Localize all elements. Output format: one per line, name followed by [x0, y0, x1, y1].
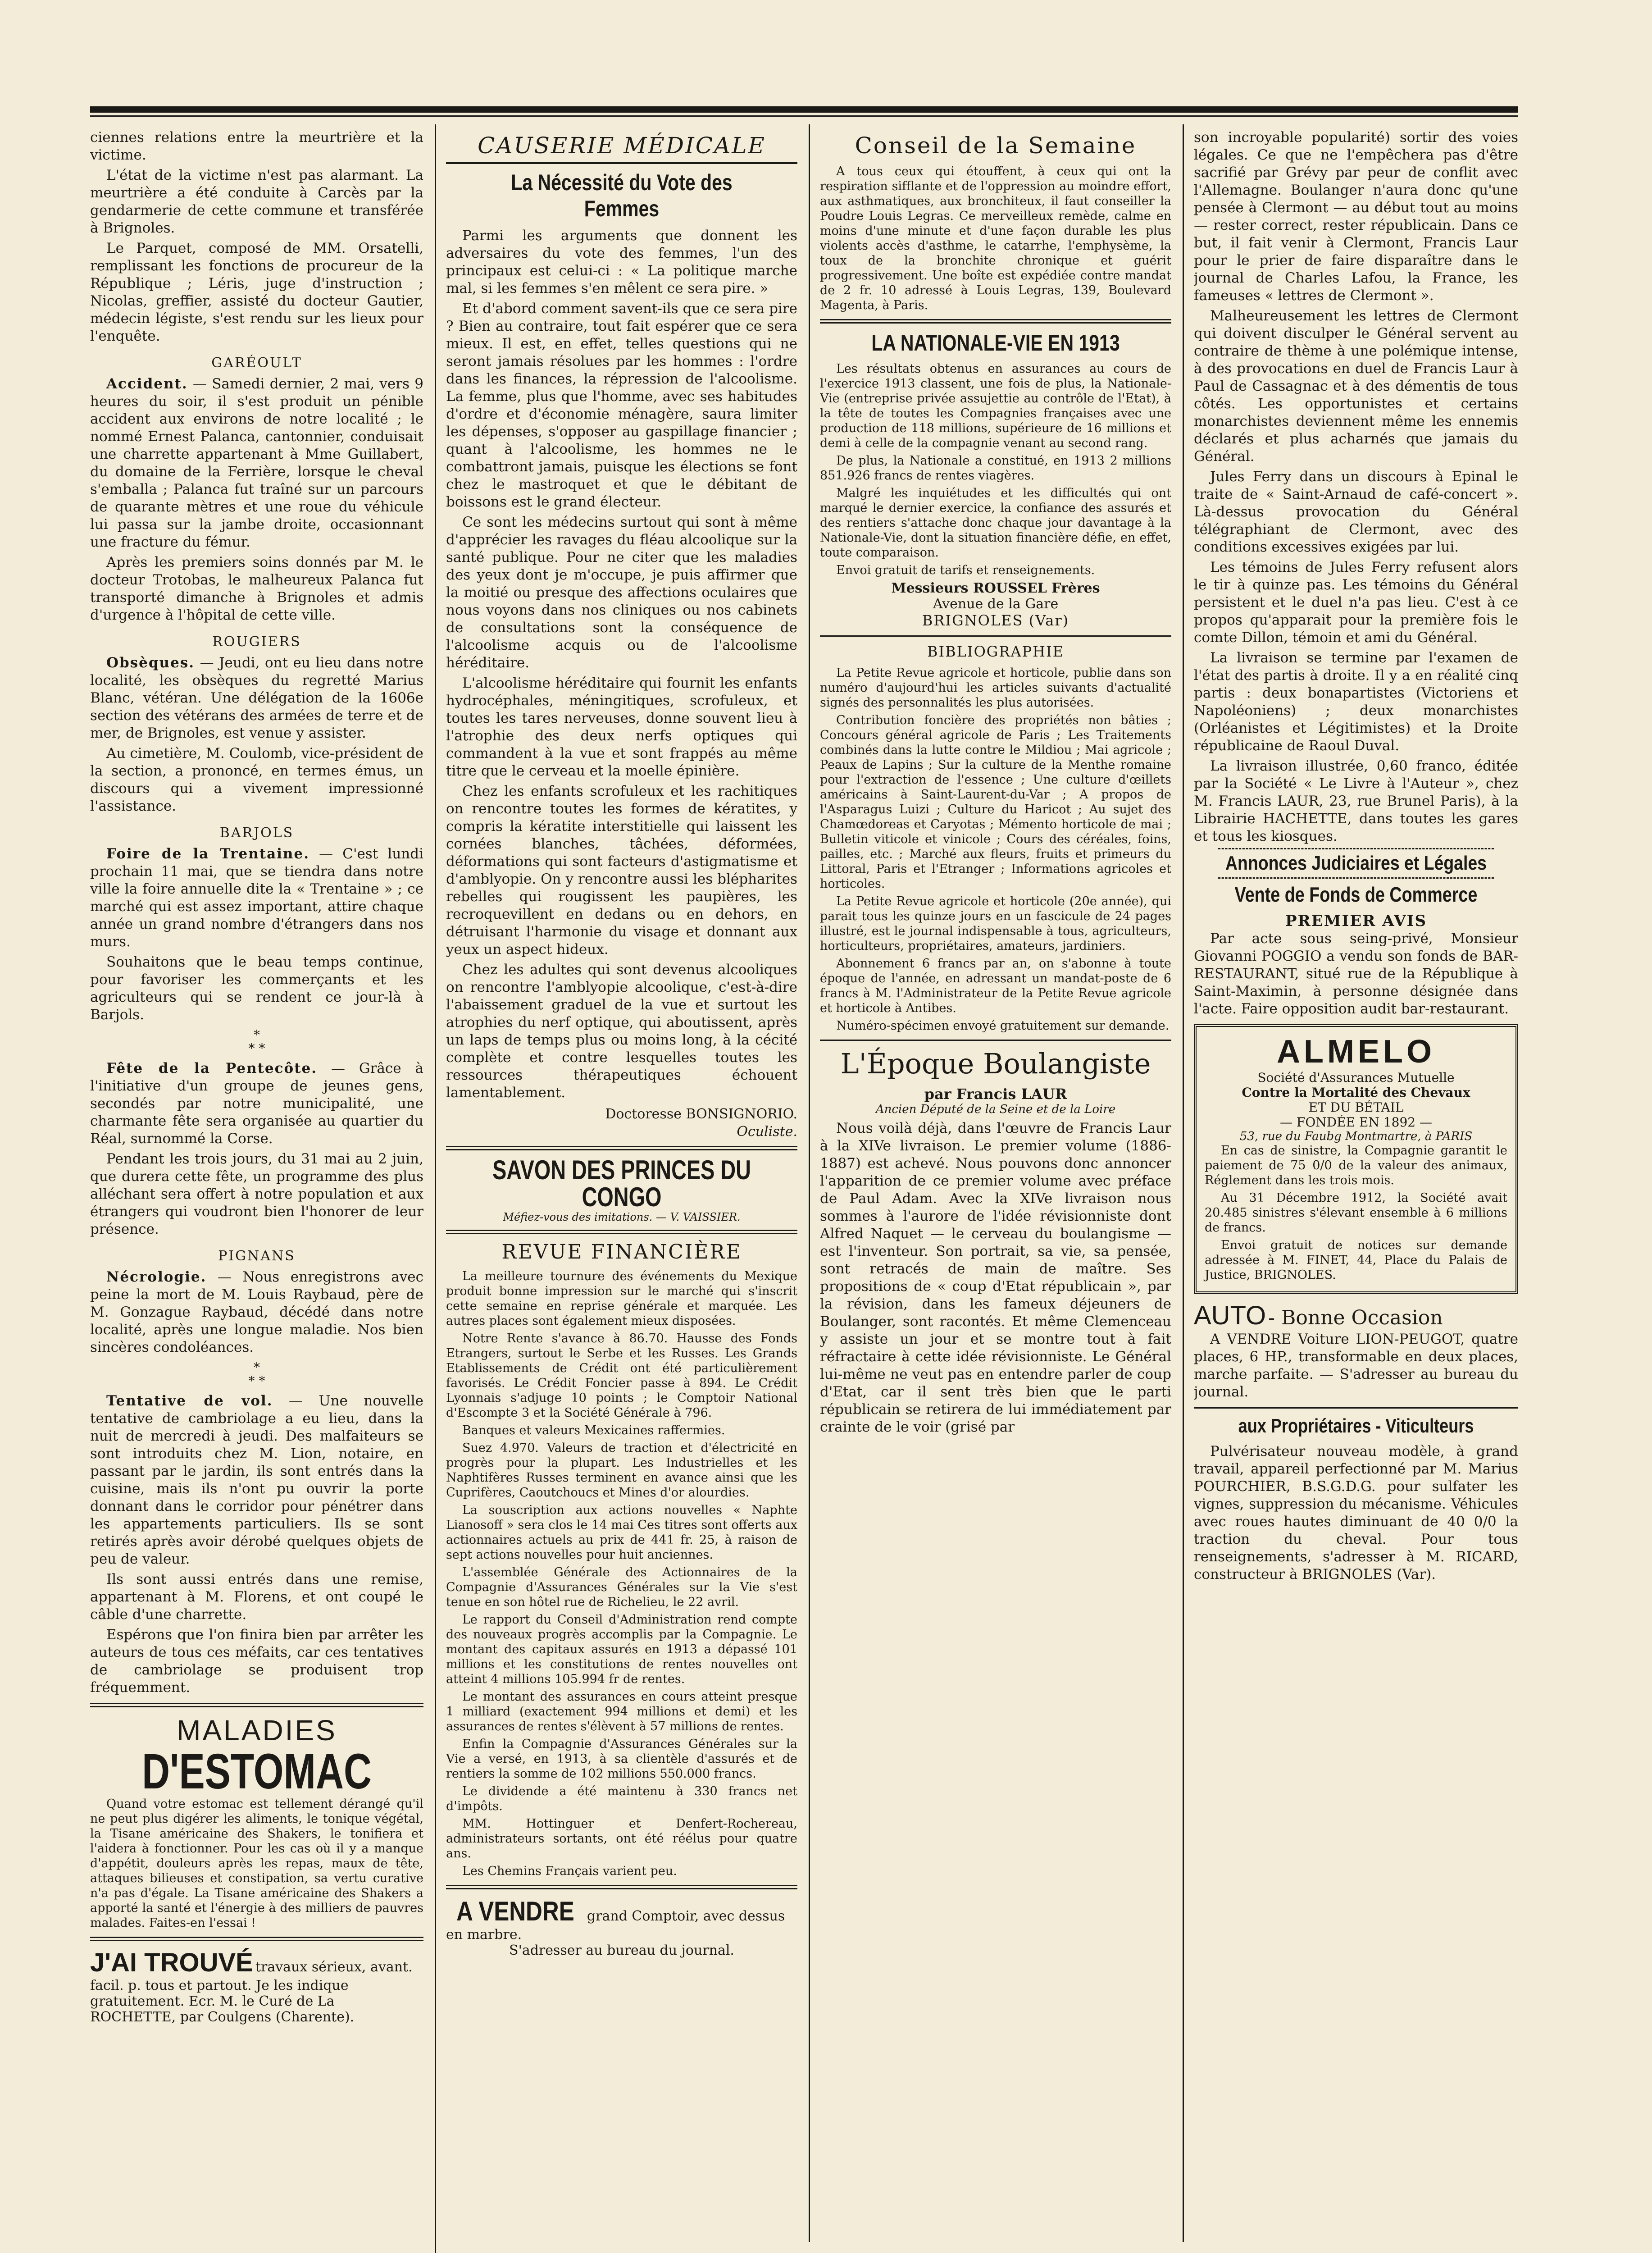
paragraph: La Petite Revue agricole et horticole, publie dans son numéro d'aujourd'hui les articles suivants d'actualité signés des personnalités les plus autorisées.	[820, 666, 1171, 710]
agent-name: Messieurs ROUSSEL Frères	[891, 580, 1100, 596]
news-item	[90, 1392, 423, 1568]
paragraph: Banques et valeurs Mexicaines raffermies.	[462, 1423, 725, 1437]
rubric: Tentative de vol.	[106, 1393, 273, 1409]
section-title: REVUE FINANCIÈRE	[501, 1241, 742, 1263]
ad-almelo	[1194, 1024, 1518, 1294]
paragraph: Suez 4.970. Valeurs de traction et d'électricité en progrès pour la plupart. Les Industrielles et les Naphtifères Russes terminent en avance ainsi que les Cuprifères, Caoutchoucs et Mines d'or alourdies.	[446, 1441, 797, 1500]
rubric: Foire de la Trentaine.	[106, 846, 309, 862]
top-rule-thin	[90, 115, 1518, 117]
article-author: par Francis LAUR	[924, 1085, 1067, 1103]
article-title: La Nécessité du Vote des Femmes	[511, 170, 733, 221]
column-divider	[1183, 124, 1184, 2242]
ad-text: A VENDRE Voiture LION-PEUGOT, quatre places, 6 HP., transformable en deux places, marche parfaite. — S'adresser au bureau du journal.	[1194, 1331, 1518, 1400]
paragraph: Espérons que l'on finira bien par arrêter les auteurs de tous ces méfaits, car ces tentatives de cambriolage se produisent trop fréquemment.	[90, 1627, 423, 1696]
paragraph: Et d'abord comment savent-ils que ce sera pire ? Bien au contraire, tout fait espérer que ce sera mieux. Il est, en effet, telles questions qui ne seront jamais résolues par les hommes : l'ordre dans les finances, la répression de l'alcoolisme. La femme, plus que l'homme, avec ses habitudes d'ordre et d'économie ménagère, saura limiter les dépenses, s'opposer au gaspillage financier ; quant à l'alcoolisme, les hommes ne le combattront jamais, puisque les élections se font chez le mastroquet et que le débitant de boissons est le grand électeur.	[446, 301, 797, 510]
paragraph: ciennes relations entre la meurtrière et la victime.	[90, 129, 423, 163]
paragraph: Enfin la Compagnie d'Assurances Générales sur la Vie a versé, en 1913, à sa clientèle d'assurés et de rentiers la somme de 102 millions 550.000 francs.	[446, 1737, 797, 1781]
ad-auto	[1194, 1300, 1518, 1401]
column-conseil	[820, 129, 1171, 2247]
stars-separator: * * *	[248, 1360, 265, 1388]
paragraph: A tous ceux qui étouffent, à ceux qui ont la respiration sifflante et de l'oppression au moindre effort, aux asthmatiques, aux bronchiteux, il faut conseiller la Poudre Louis Legras. Ce merveilleux remède, calme en moins d'une minute et d'une façon durable les plus violents accès d'asthme, le catarrhe, l'emphysème, la toux de la bronchite chronique et guérit progressivement. Une boîte est expédiée contre mandat de 2 fr. 10 adressé à Louis Legras, 139, Boulevard Magenta, à Paris.	[820, 164, 1171, 312]
ad-title: aux Propriétaires - Viticulteurs	[1238, 1415, 1474, 1437]
paragraph: Souhaitons que le beau temps continue, pour favoriser les commerçants et les agriculteurs qui se rendent ce jour-là à Barjols.	[90, 954, 423, 1023]
news-item	[90, 1060, 423, 1148]
paragraph: Les Chemins Français varient peu.	[462, 1864, 677, 1878]
agent-address: Avenue de la Gare	[933, 596, 1059, 612]
stars-separator: * * *	[248, 1027, 265, 1056]
separator	[90, 1937, 423, 1941]
paragraph: Chez les enfants scrofuleux et les rachitiques on rencontre toutes les formes de kératites, y compris la kératite interstitielle qui laissent les cornées blanches, tâchées, déformées, déformations qui sont facteurs d'astigmatisme et d'amblyopie. On y rencontre aussi les blépharites rebelles qui rougissent les paupières, les recroquevillent en dedans ou en dehors, en détruisant l'harmonie du visage et donnant aux yeux un aspect hideux.	[446, 783, 797, 958]
ad-a-vendre	[446, 1896, 797, 1958]
place-heading: ROUGIERS	[212, 634, 301, 650]
ad-savon-subtitle: Méfiez-vous des imitations. — V. VAISSIER.	[503, 1211, 741, 1223]
section-header: CAUSERIE MÉDICALE	[446, 132, 797, 164]
paragraph: Chez les adultes qui sont devenus alcooliques on rencontre l'amblyopie alcoolique, c'est-à-dire l'abaissement graduel de la vue et surtout les atrophies du nerf optique, qui aboutissent, après un laps de temps plus ou moins long, à la cécité complète et contre lesquelles toutes les ressources thérapeutiques échouent lamentablement.	[446, 962, 797, 1101]
ad-title-large: D'ESTOMAC	[142, 1744, 372, 1799]
paragraph: La livraison illustrée, 0,60 franco, éditée par la Société « Le Livre à l'Auteur », chez M. Francis LAUR, 23, rue Brunel Paris), à la Librairie HACHETTE, dans toutes les gares et tous les kiosques.	[1194, 758, 1518, 844]
paragraph: Malheureusement les lettres de Clermont qui doivent disculper le Général servent au contraire de thème à une polémique intense, à des provocations en duel de Francis Laur à Paul de Cassagnac et à des démentis de tous côtés. Les opportunistes et certains monarchistes deviennent même les ennemis déclarés et plus acharnés que jamais du Général.	[1194, 308, 1518, 465]
news-text: — C'est lundi prochain 11 mai, que se tiendra dans notre ville la foire annuelle dite la « Trentaine » ; ce marché qui est assez important, attire chaque année un grand nombre d'étrangers dans nos murs.	[90, 846, 423, 950]
ad-subtitle: Société d'Assurances Mutuelle	[1257, 1070, 1455, 1085]
paragraph: Malgré les inquiétudes et les difficultés qui ont marqué le dernier exercice, la confiance des assurés et des rentiers s'attache donc chaque jour davantage à la Nationale-Vie, dont la situation financière défie, en effet, toute comparaison.	[820, 486, 1171, 560]
ad-text: Quand votre estomac est tellement dérangé qu'il ne peut plus digérer les aliments, le tonique végétal, la Tisane américaine des Shakers, le tonifiera et l'aidera à fonctionner. Pour les cas où il y a manque d'appétit, douleurs après les repas, maux de tête, attaques bilieuses et constipation, sa vertu curative n'a pas d'égale. La Tisane américaine des Shakers a apporté la santé et l'énergie à des milliers de pauvres malades. Faites-en l'essai !	[90, 1797, 423, 1930]
paragraph: son incroyable popularité) sortir des voies légales. Ce que ne l'empêchera pas d'être sacrifié par Grévy par peur de conflit avec l'Allemagne. Boulanger n'aura donc qu'une pensée à Clermont — au début tout au moins — rester correct, rester républicain. Dans ce but, il fait venir à Clermont, Francis Laur pour le prier de faire disparaître dans le journal de Charles Lafou, la France, les fameuses « lettres de Clermont ».	[1194, 129, 1518, 304]
newspaper-page	[90, 106, 1518, 2253]
news-text: — Samedi dernier, 2 mai, vers 9 heures du soir, il s'est produit un pénible accident aux environs de notre localité ; le nommé Ernest Palanca, cantonnier, conduisait une charrette appartenant à Mme Guillabert, du domaine de la Ferrière, lorsque le cheval s'emballa ; Palanca fut traîné sur un parcours de quarante mètres et une roue du véhicule lui passa sur la jambe droite, occasionnant une fracture du fémur.	[90, 376, 423, 550]
paragraph: La meilleure tournure des événements du Mexique produit bonne impression sur le marché qui s'inscrit cette semaine en reprise générale et marquée. Les autres places sont également mieux disposées.	[446, 1269, 797, 1328]
ad-text: Au 31 Décembre 1912, la Société avait 20.485 sinistres s'élevant ensemble à 6 millions de francs.	[1205, 1191, 1507, 1235]
ad-maladies-estomac	[90, 1714, 423, 1930]
paragraph: MM. Hottinguer et Denfert-Rochereau, administrateurs sortants, ont été réélus pour quatre ans.	[446, 1817, 797, 1861]
article-title: L'Époque Boulangiste	[840, 1047, 1151, 1080]
paragraph: Le Parquet, composé de MM. Orsatelli, remplissant les fonctions de procureur de la République ; Léris, juge d'instruction ; Nicolas, greffier, assisté du docteur Gautier, médecin légiste, s'est rendu sur les lieux pour l'enquête.	[90, 240, 423, 344]
separator	[90, 1703, 423, 1707]
ad-text: En cas de sinistre, la Compagnie garantit le paiement de 75 0/0 de la valeur des animaux, Réglement dans les trois mois.	[1205, 1144, 1507, 1187]
news-text: — Nous enregistrons avec peine la mort de M. Louis Raybaud, père de M. Gonzague Raybaud, décédé dans notre localité, après une longue maladie. Nos bien sincères condoléances.	[90, 1269, 423, 1355]
paragraph: De plus, la Nationale a constitué, en 1913 2 millions 851.926 francs de rentes viagères.	[820, 454, 1171, 483]
column-causerie	[446, 129, 797, 2253]
paragraph: Au cimetière, M. Coulomb, vice-président de la section, a prononcé, en termes émus, un discours qui a vivement impressionné l'assistance.	[90, 745, 423, 814]
paragraph: Notre Rente s'avance à 86.70. Hausse des Fonds Etrangers, surtout le Serbe et les Russes. Les Grands Etablissements de Crédit ont été particulièrement favorisés. Le Crédit Foncier passe à 894. Le Crédit Lyonnais s'adjuge 10 points ; le Comptoir National d'Escompte 3 et la Société Générale à 796.	[446, 1332, 797, 1420]
separator	[446, 1885, 797, 1889]
separator	[1194, 1407, 1518, 1409]
ad-subtitle: Contre la Mortalité des Chevaux	[1242, 1085, 1470, 1100]
news-item	[90, 845, 423, 951]
separator	[820, 1040, 1171, 1041]
paragraph: La souscription aux actions nouvelles « Naphte Lianosoff » sera clos le 14 mai Ces titres sont offerts aux actionnaires actuels au prix de 441 fr. 25, à raison de sept actions nouvelles pour huit anciennes.	[446, 1503, 797, 1562]
paragraph: Numéro-spécimen envoyé gratuitement sur demande.	[836, 1019, 1170, 1033]
paragraph: Le montant des assurances en cours atteint presque 1 milliard (exactement 994 millions et demi) et les assurances de rentes s'élèvent à 57 millions de rentes.	[446, 1690, 797, 1733]
paragraph: Ce sont les médecins surtout qui sont à même d'apprécier les ravages du fléau alcoolique sur la santé publique. Pour ne citer que les maladies des yeux dont je m'occupe, je puis affirmer que la moitié ou presque des affections oculaires que nous voyons dans nos cliniques ou nos cabinets de consultations sont la conséquence de l'alcoolisme acquis ou de l'alcoolisme héréditaire.	[446, 514, 797, 671]
paragraph: L'état de la victime n'est pas alarmant. La meurtrière a été conduite à Carcès par la gendarmerie de cette commune et transférée à Brignoles.	[90, 167, 423, 236]
ad-address: 53, rue du Faubg Montmartre, à PARIS	[1239, 1130, 1473, 1143]
ad-subtitle: - Bonne Occasion	[1268, 1306, 1443, 1329]
news-text: — Une nouvelle tentative de cambriolage a eu lieu, dans la nuit de mercredi à jeudi. Des malfaiteurs se sont introduits chez M. Lion, notaire, en passant par le jardin, ils sont entrés dans la cuisine, mais ils n'ont pu ouvrir la porte donnant dans le corridor pour pénétrer dans les appartements particuliers. Ils se sont retirés après avoir dérobé quelques objets de peu de valeur.	[90, 1393, 423, 1567]
section-title: Conseil de la Semaine	[855, 132, 1137, 159]
paragraph: Les témoins de Jules Ferry refusent alors le tir à quinze pas. Les témoins du Général persistent et le duel n'a pas lieu. C'est à ce propos qu'apparait pour la première fois le comte Dillon, témoin et ami du Général.	[1194, 559, 1518, 646]
annonces-header: Annonces Judiciaires et Légales	[1218, 848, 1494, 879]
paragraph: Contribution foncière des propriétés non bâties ; Concours général agricole de Paris ; Les Traitements combinés dans la lutte contre le Mildiou ; Mai agricole ; Peaux de Lapins ; Sur la culture de la Menthe romaine pour l'extraction de l'essence ; Une culture d'œillets américains à Saint-Laurent-du-Var ; A propos de l'Asparagus Luizi ; Culture du Haricot ; Au sujet des Chamœdoreas et Caryotas ; Mémento horticole de mai ; Bulletin viticole et vinicole ; Cours des céréales, foins, pailles, etc. ; Marché aux fleurs, fruits et primeurs du Littoral, Paris et l'Etranger ; Informations agricoles et horticoles.	[820, 713, 1171, 891]
paragraph: Les résultats obtenus en assurances au cours de l'exercice 1913 classent, une fois de plus, la Nationale-Vie (entreprise privée assujettie au contrôle de l'Etat), à la tête de toutes les Compagnies françaises avec une production de 118 millions, supérieure de 16 millions et demi à celle de la compagnie venant au second rang.	[820, 362, 1171, 450]
ad-jai-trouve	[90, 1947, 423, 2025]
rubric: Accident.	[106, 376, 188, 392]
column-annonces	[1194, 129, 1518, 2247]
ad-text: grand Comptoir, avec dessus en marbre.	[446, 1908, 785, 1943]
column-divider	[809, 124, 810, 2242]
place-heading: GARÉOULT	[211, 355, 302, 371]
ad-savon-title: SAVON DES PRINCES DU CONGO	[492, 1155, 751, 1212]
article-title: LA NATIONALE-VIE EN 1913	[871, 330, 1120, 356]
ad-founded: — FONDÉE EN 1892 —	[1279, 1115, 1432, 1130]
article-signature-role: Oculiste.	[737, 1124, 797, 1140]
paragraph: L'alcoolisme héréditaire qui fournit les enfants hydrocéphales, méningitiques, scrofuleux, et toutes les tares nerveuses, donne souvent lieu à l'atrophie des deux nerfs optiques qui commandent à la vue et sont frappés au même titre que le cerveau et la moelle épinière.	[446, 675, 797, 779]
ad-title: A VENDRE	[456, 1896, 574, 1926]
paragraph: Envoi gratuit de tarifs et renseignements.	[836, 563, 1095, 577]
agent-city: BRIGNOLES (Var)	[922, 612, 1069, 629]
paragraph: L'assemblée Générale des Actionnaires de la Compagnie d'Assurances Générales sur la Vie s'est tenue en son hôtel rue de Richelieu, le 22 avril.	[446, 1565, 797, 1609]
separator	[446, 1146, 797, 1150]
paragraph: La Petite Revue agricole et horticole (20e année), qui parait tous les quinze jours en un fascicule de 24 pages illustré, est le journal indispensable à tous, agriculteurs, horticulteurs, propriétaires, amateurs, jardiniers.	[820, 894, 1171, 953]
ad-text: travaux sérieux, avant. facil. p. tous et partout. Je les indique gratuitement. Ecr. M. le Curé de La ROCHETTE, par Coulgens (Charente).	[90, 1959, 413, 2025]
section-title: BIBLIOGRAPHIE	[927, 643, 1064, 660]
author-role: Ancien Député de la Seine et de la Loire	[875, 1103, 1116, 1116]
paragraph: Ils sont aussi entrés dans une remise, appartenant à M. Florens, et ont coupé le câble d'une charrette.	[90, 1571, 423, 1623]
separator	[446, 1230, 797, 1234]
paragraph: Par acte sous seing-privé, Monsieur Giovanni POGGIO a vendu son fonds de BAR-RESTAURANT, situé rue de la République à Saint-Maximin, à personne désignée dans l'acte. Faire opposition audit bar-restaurant.	[1194, 930, 1518, 1017]
column-local-news	[90, 129, 423, 2253]
paragraph: Le dividende a été maintenu à 330 francs net d'impôts.	[446, 1784, 797, 1813]
paragraph: Jules Ferry dans un discours à Epinal le traite de « Saint-Arnaud de café-concert ». Là-dessus provocation du Général télégraphiant de Clermont, avec des conditions excessives exigées par lui.	[1194, 469, 1518, 555]
news-text: — Grâce à l'initiative d'un groupe de jeunes gens, secondés par notre municipalité, une charmante fête sera organisée au quartier du Réal, surnommé la Corse.	[90, 1060, 423, 1147]
ad-contact: S'adresser au bureau du journal.	[509, 1943, 734, 1958]
ad-title: J'AI TROUVÉ	[90, 1948, 253, 1977]
paragraph: Nous voilà déjà, dans l'œuvre de Francis Laur à la XIVe livraison. Le premier volume (1886-1887) est achevé. Nous pouvons donc annoncer l'apparition de ce premier volume avec préface de Paul Adam. Avec la XIVe livraison nous sommes à l'aurore de l'idée révisionniste dont Alfred Naquet — le cerveau du boulangisme — est l'inventeur. Son portrait, sa vie, sa pensée, sont retracés de main de maître. Ses propositions de « coup d'Etat républicain », par la révision, dans les fameux déjeuners de Boulanger, sont racontés. Et même Clemenceau y assiste un jour et se montre tout à fait réfractaire à cette idée révisionniste. Le Général lui-même ne veut pas en entendre parler de coup d'Etat, car il sent très bien que le parti républicain se retirera de lui immédiatement par crainte de le voir (grisé par	[820, 1120, 1171, 1435]
rubric: Fête de la Pentecôte.	[106, 1060, 318, 1076]
separator	[820, 635, 1171, 637]
place-heading: BARJOLS	[219, 825, 294, 841]
news-item	[90, 375, 423, 551]
notice-subtitle: PREMIER AVIS	[1285, 912, 1427, 930]
ad-title: MALADIES	[177, 1714, 337, 1747]
ad-title: ALMELO	[1277, 1034, 1435, 1070]
paragraph: Pendant les trois jours, du 31 mai au 2 juin, que durera cette fête, un programme des plus alléchant sera offert à notre population et aux étrangers qui voudront bien l'honorer de leur présence.	[90, 1151, 423, 1237]
ad-title: AUTO	[1194, 1301, 1266, 1330]
ad-text: Pulvérisateur nouveau modèle, à grand travail, appareil perfectionné par M. Marius POURCHIER, B.S.G.D.G. pour sulfater les vignes, suppression du mécanisme. Véhicules avec roues hautes diminuant de 40 0/0 la traction du cheval. Pour tous renseignements, s'adresser à M. RICARD, constructeur à BRIGNOLES (Var).	[1194, 1443, 1518, 1583]
ad-text: Envoi gratuit de notices sur demande adressée à M. FINET, 44, Place du Palais de Justice, BRIGNOLES.	[1205, 1238, 1507, 1282]
notice-title: Vente de Fonds de Commerce	[1234, 883, 1478, 906]
article-signature: Doctoresse BONSIGNORIO.	[605, 1106, 797, 1122]
news-item	[90, 654, 423, 742]
paragraph: Le rapport du Conseil d'Administration rend compte des nouveaux progrès accomplis par la Compagnie. Le montant des capitaux assurés en 1913 a dépassé 101 millions et les constitutions de rentes nouvelles ont atteint 4 millions 105.994 fr de rentes.	[446, 1613, 797, 1686]
news-item	[90, 1268, 423, 1356]
paragraph: Abonnement 6 francs par an, on s'abonne à toute époque de l'année, en adressant un mandat-poste de 6 francs à M. l'Administrateur de la Petite Revue agricole et horticole à Antibes.	[820, 957, 1171, 1015]
paragraph: La livraison se termine par l'examen de l'état des partis à droite. Il y a en réalité cinq partis : deux bonapartistes (Victoriens et Napoléoniens) ; deux monarchistes (Orléanistes et Légitimistes) et la Droite républicaine de Raoul Duval.	[1194, 650, 1518, 754]
paragraph: Après les premiers soins donnés par M. le docteur Trotobas, le malheureux Palanca fut transporté dimanche à Brignoles et admis d'urgence à l'hôpital de cette ville.	[90, 554, 423, 623]
column-divider	[435, 124, 436, 2253]
rubric: Obsèques.	[106, 655, 195, 671]
top-rule	[90, 106, 1518, 113]
separator	[820, 319, 1171, 324]
rubric: Nécrologie.	[106, 1269, 207, 1285]
paragraph: Parmi les arguments que donnent les adversaires du vote des femmes, l'un des principaux est celui-ci : « La politique marche mal, si les femmes s'en mêlent ce sera pire. »	[446, 228, 797, 296]
place-heading: PIGNANS	[218, 1248, 296, 1264]
ad-subtitle: ET DU BÉTAIL	[1308, 1100, 1404, 1115]
news-text: — Jeudi, ont eu lieu dans notre localité, les obsèques du regretté Marius Blanc, vétéran. Une délégation de la 1606e section des vétérans des armées de terre et de mer, de Brignoles, est venue y assister.	[90, 655, 423, 741]
